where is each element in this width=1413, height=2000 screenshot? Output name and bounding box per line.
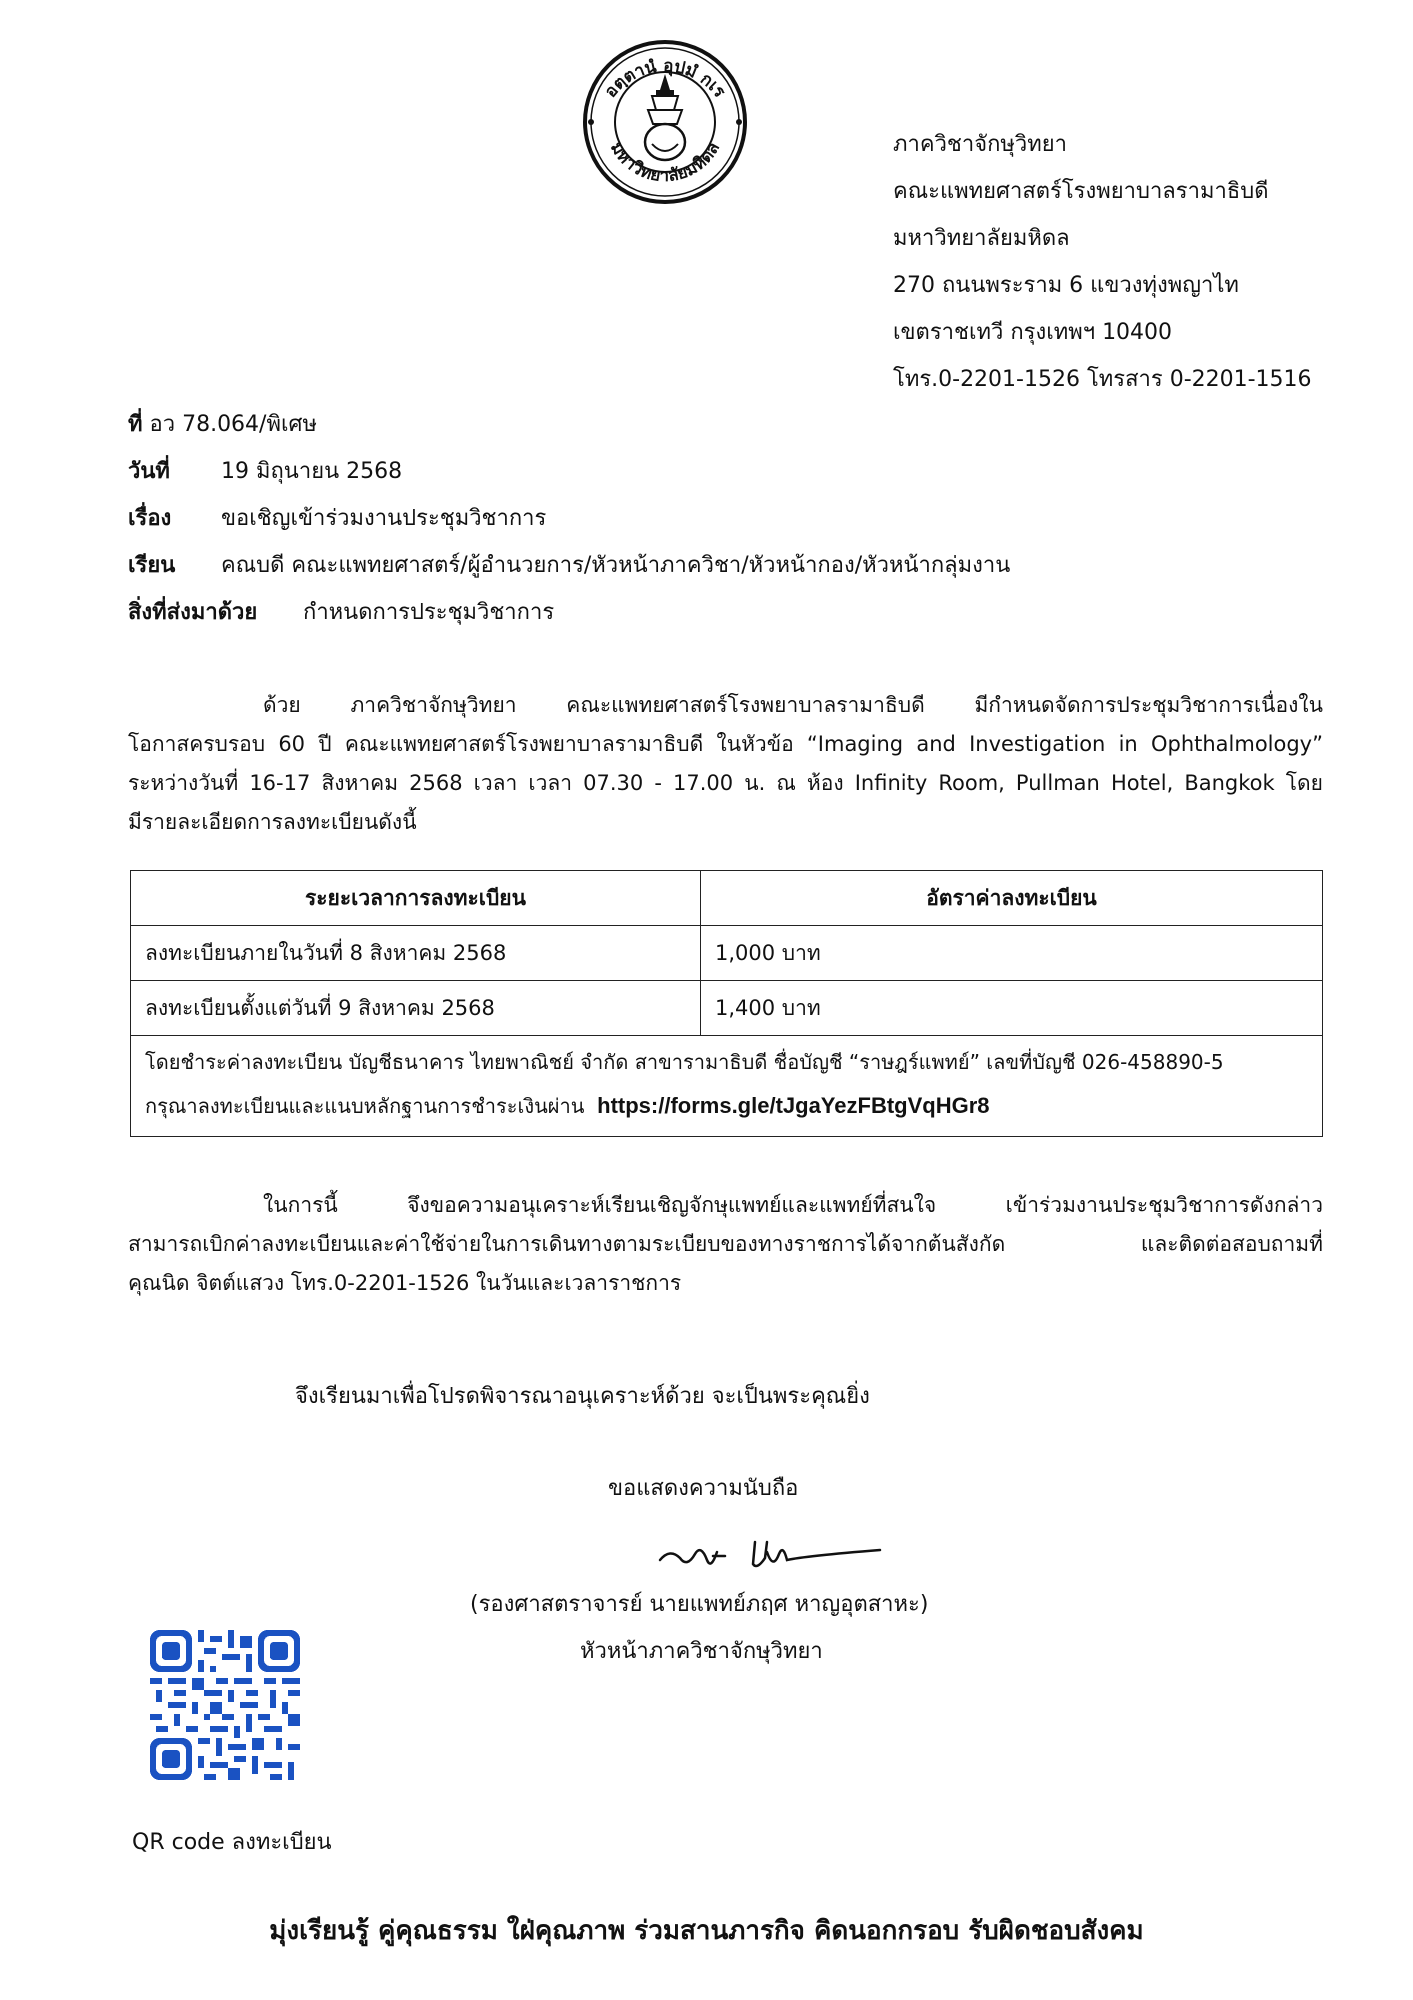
table-row	[131, 981, 1323, 1036]
rate-cell: 1,400 บาท	[701, 981, 1323, 1036]
body-paragraph-2	[128, 1190, 1323, 1307]
university-seal-logo	[580, 32, 750, 207]
reference-value: อว 78.064/พิเศษ	[149, 412, 317, 437]
registration-form-link[interactable]: https://forms.gle/tJgaYezFBtgVqHGr8	[597, 1093, 990, 1118]
subject-label: เรื่อง	[128, 506, 172, 531]
sender-line: ภาควิชาจักษุวิทยา	[893, 132, 1068, 157]
payment-account-note: โดยชำระค่าลงทะเบียน บัญชีธนาคาร ไทยพาณิชย์ จำกัด สาขารามาธิบดี ชื่อบัญชี “ราษฎร์แพทย์” เลขที่บัญชี 026-458890-5	[145, 1050, 1224, 1074]
paragraph-line: สามารถเบิกค่าลงทะเบียนและค่าใช้จ่ายในการเดินทางตามระเบียบของทางราชการได้จากต้นสังกัด และติดต่อสอบถามที่	[128, 1232, 1323, 1256]
registration-link-prefix: กรุณาลงทะเบียนและแนบหลักฐานการชำระเงินผ่าน	[145, 1094, 585, 1118]
table-header-row	[131, 871, 1323, 926]
date-value: 19 มิถุนายน 2568	[221, 459, 403, 484]
subject-value: ขอเชิญเข้าร่วมงานประชุมวิชาการ	[221, 506, 547, 531]
signatory-position: หัวหน้าภาควิชาจักษุวิทยา	[580, 1639, 823, 1664]
rate-cell: 1,000 บาท	[701, 926, 1323, 981]
closing-regards: ขอแสดงความนับถือ	[608, 1476, 799, 1501]
qr-caption: QR code ลงทะเบียน	[132, 1830, 332, 1855]
sender-address-block	[893, 130, 1312, 412]
sender-line: โทร.0-2201-1526 โทรสาร 0-2201-1516	[893, 367, 1312, 392]
period-cell: ลงทะเบียนภายในวันที่ 8 สิงหาคม 2568	[131, 926, 701, 981]
paragraph-line: ในการนี้ จึงขอความอนุเคราะห์เรียนเชิญจักษุแพทย์และแพทย์ที่สนใจ เข้าร่วมงานประชุมวิชาการดังกล่าว	[263, 1193, 1323, 1217]
paragraph-line: มีรายละเอียดการลงทะเบียนดังนี้	[128, 810, 417, 834]
sender-line: เขตราชเทวี กรุงเทพฯ 10400	[893, 320, 1173, 345]
body-paragraph-3: จึงเรียนมาเพื่อโปรดพิจารณาอนุเคราะห์ด้วย จะเป็นพระคุณยิ่ง	[295, 1384, 870, 1409]
reference-number	[128, 410, 317, 440]
footer-motto: มุ่งเรียนรู้ คู่คุณธรรม ใฝ่คุณภาพ ร่วมสานภารกิจ คิดนอกกรอบ รับผิดชอบสังคม	[269, 1916, 1144, 1946]
period-cell: ลงทะเบียนตั้งแต่วันที่ 9 สิงหาคม 2568	[131, 981, 701, 1036]
handwritten-signature	[655, 1530, 885, 1580]
svg-text:มหาวิทยาลัยมหิดล	[606, 139, 724, 186]
table-header-rate: อัตราค่าลงทะเบียน	[701, 871, 1323, 926]
enclosure-value: กำหนดการประชุมวิชาการ	[303, 600, 555, 625]
letter-enclosure	[128, 598, 554, 628]
seal-top-text: อตฺตานํ อุปมํ กเร	[600, 56, 730, 102]
payment-note-cell	[131, 1036, 1323, 1137]
qr-code-image[interactable]	[150, 1630, 300, 1780]
table-header-period: ระยะเวลาการลงทะเบียน	[131, 871, 701, 926]
letter-subject	[128, 504, 546, 534]
sender-line: คณะแพทยศาสตร์โรงพยาบาลรามาธิบดี	[893, 179, 1269, 204]
reference-label: ที่	[128, 412, 143, 437]
recipient-label: เรียน	[128, 553, 176, 578]
registration-link-note	[145, 1084, 1308, 1128]
paragraph-line: โอกาสครบรอบ 60 ปี คณะแพทยศาสตร์โรงพยาบาลรามาธิบดี ในหัวข้อ “Imaging and Investigation in Ophthalmology”	[128, 732, 1323, 756]
registration-table	[130, 870, 1323, 1137]
paragraph-line: ด้วย ภาควิชาจักษุวิทยา คณะแพทยศาสตร์โรงพยาบาลรามาธิบดี มีกำหนดจัดการประชุมวิชาการเนื่องใน	[263, 693, 1323, 717]
paragraph-line: คุณนิด จิตต์แสวง โทร.0-2201-1526 ในวันและเวลาราชการ	[128, 1271, 682, 1295]
letter-date	[128, 457, 402, 487]
date-label: วันที่	[128, 459, 170, 484]
enclosure-label: สิ่งที่ส่งมาด้วย	[128, 600, 258, 625]
sender-line: 270 ถนนพระราม 6 แขวงทุ่งพญาไท	[893, 273, 1239, 298]
signatory-name: (รองศาสตราจารย์ นายแพทย์ภฤศ หาญอุตสาหะ)	[470, 1592, 929, 1617]
table-row	[131, 926, 1323, 981]
paragraph-line: ระหว่างวันที่ 16-17 สิงหาคม 2568 เวลา เวลา 07.30 - 17.00 น. ณ ห้อง Infinity Room, Pullman Hotel, Bangkok โดย	[128, 771, 1323, 795]
table-note-row	[131, 1036, 1323, 1137]
letter-recipient	[128, 551, 1010, 581]
seal-bottom-text: มหาวิทยาลัยมหิดล	[605, 138, 725, 187]
body-paragraph-1	[128, 690, 1323, 846]
recipient-value: คณบดี คณะแพทยศาสตร์/ผู้อำนวยการ/หัวหน้าภาควิชา/หัวหน้ากอง/หัวหน้ากลุ่มงาน	[221, 553, 1011, 578]
sender-line: มหาวิทยาลัยมหิดล	[893, 226, 1070, 251]
